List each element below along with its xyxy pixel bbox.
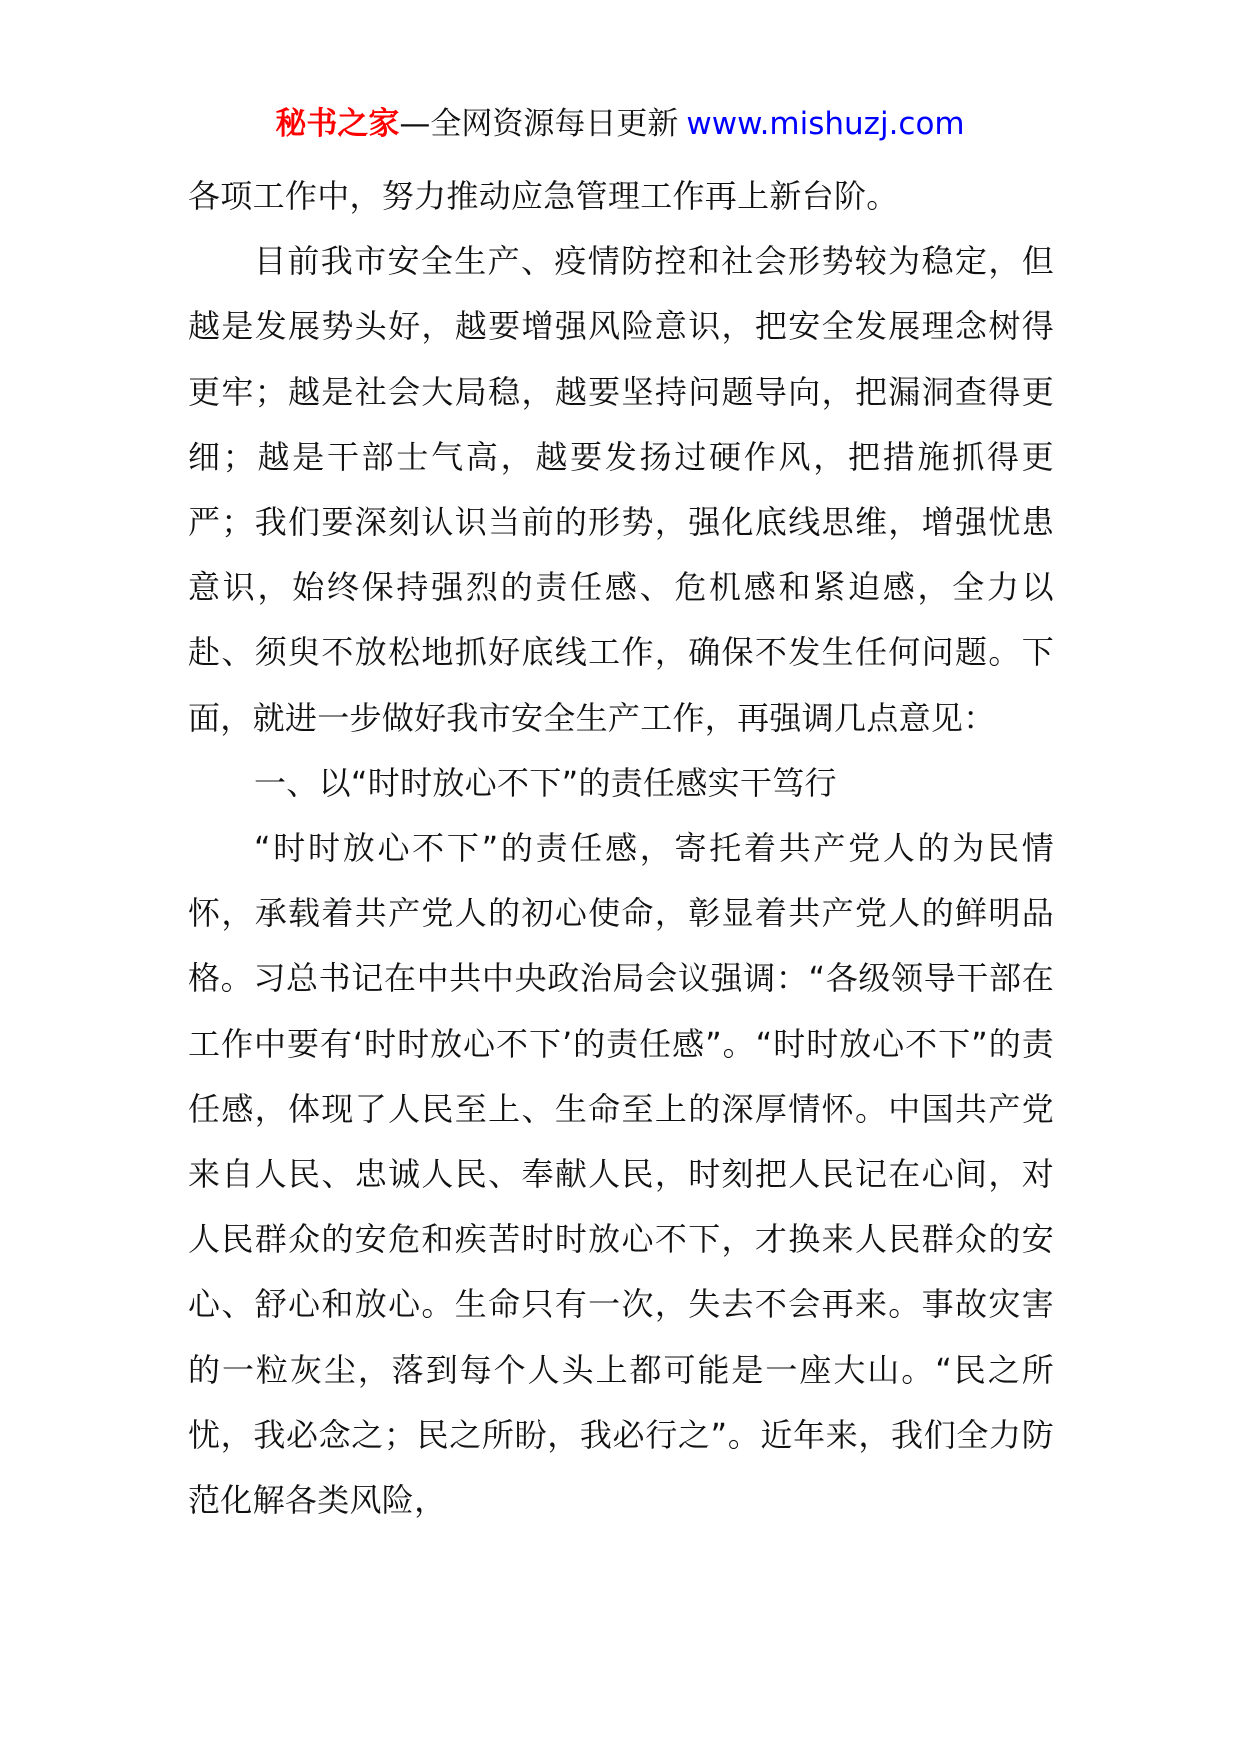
page-header [0,100,1240,148]
header-slogan: —全网资源每日更新 [399,106,679,142]
paragraph-responsibility: “时时放心不下”的责任感，寄托着共产党人的为民情怀，承载着共产党人的初心使命，彰显着共产党人的鲜明品格。习总书记在中共中央政治局会议强调：“各级领导干部在工作中要有‘时时放心不下’的责任感”。“时时放心不下”的责任感，体现了人民至上、生命至上的深厚情怀。中国共产党来自人民、忠诚人民、奉献人民，时刻把人民记在心间，对人民群众的安危和疾苦时时放心不下，才换来人民群众的安心、舒心和放心。生命只有一次，失去不会再来。事故灾害的一粒灰尘，落到每个人头上都可能是一座大山。“民之所忧，我必念之；民之所盼，我必行之”。近年来，我们全力防范化解各类风险， [188,829,1054,1520]
paragraph-continuation: 各项工作中，努力推动应急管理工作再上新台阶。 [188,177,899,215]
paragraph-situation: 目前我市安全生产、疫情防控和社会形势较为稳定，但越是发展势头好，越要增强风险意识，把安全发展理念树得更牢；越是社会大局稳，越要坚持问题导向，把漏洞查得更细；越是干部士气高，越要发扬过硬作风，把措施抓得更严；我们要深刻认识当前的形势，强化底线思维，增强忧患意识，始终保持强烈的责任感、危机感和紧迫感，全力以赴、须臾不放松地抓好底线工作，确保不发生任何问题。下面，就进一步做好我市安全生产工作，再强调几点意见： [188,242,1054,737]
brand-name: 秘书之家 [275,106,400,142]
site-url-link[interactable]: www.mishuzj.com [686,106,965,142]
section-heading-1: 一、以“时时放心不下”的责任感实干笃行 [254,763,837,802]
document-body [188,164,1054,1533]
